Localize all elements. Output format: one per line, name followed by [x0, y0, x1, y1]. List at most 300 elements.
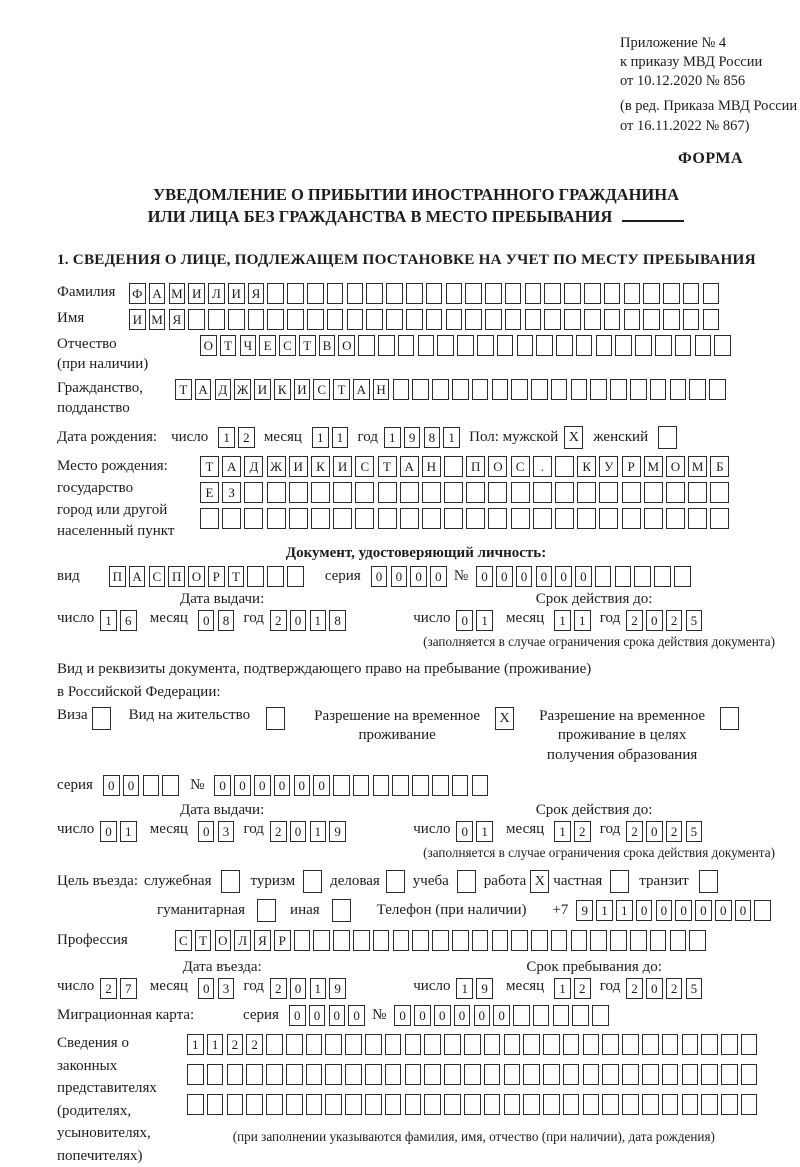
form-cell[interactable] — [378, 508, 397, 529]
form-cell[interactable]: 0 — [290, 821, 307, 842]
stay-expiry-month-cells[interactable] — [554, 821, 594, 842]
form-cell[interactable] — [466, 508, 485, 529]
stay-expiry-day-cells[interactable] — [456, 821, 496, 842]
form-cell[interactable]: 1 — [443, 427, 460, 448]
form-cell[interactable]: Я — [169, 309, 186, 330]
form-cell[interactable] — [464, 1064, 481, 1085]
form-cell[interactable] — [412, 775, 429, 796]
form-cell[interactable] — [400, 508, 419, 529]
form-cell[interactable]: 5 — [686, 978, 703, 999]
representatives-row3[interactable] — [187, 1094, 761, 1115]
form-cell[interactable] — [386, 283, 403, 304]
form-cell[interactable] — [267, 283, 284, 304]
form-cell[interactable] — [365, 1094, 382, 1115]
form-cell[interactable] — [543, 1064, 560, 1085]
form-cell[interactable]: О — [488, 456, 507, 477]
form-cell[interactable] — [504, 1094, 521, 1115]
form-cell[interactable] — [511, 379, 528, 400]
birth-place-row2[interactable] — [200, 482, 733, 503]
form-cell[interactable]: 0 — [675, 900, 692, 921]
form-cell[interactable] — [701, 1064, 718, 1085]
form-cell[interactable] — [406, 309, 423, 330]
form-cell[interactable] — [412, 379, 429, 400]
form-cell[interactable]: 2 — [574, 821, 591, 842]
identity-expiry-month-cells[interactable] — [554, 610, 594, 631]
form-cell[interactable] — [544, 283, 561, 304]
purpose-humanitarian-checkbox[interactable] — [257, 899, 276, 922]
form-cell[interactable] — [682, 1064, 699, 1085]
form-cell[interactable]: 5 — [686, 610, 703, 631]
form-cell[interactable] — [422, 508, 441, 529]
form-cell[interactable]: 1 — [310, 610, 327, 631]
form-cell[interactable] — [615, 566, 632, 587]
form-cell[interactable] — [472, 379, 489, 400]
form-cell[interactable]: 0 — [695, 900, 712, 921]
form-cell[interactable]: С — [149, 566, 166, 587]
form-cell[interactable] — [630, 379, 647, 400]
form-cell[interactable]: М — [688, 456, 707, 477]
form-cell[interactable]: С — [355, 456, 374, 477]
form-cell[interactable] — [583, 1034, 600, 1055]
form-cell[interactable]: 1 — [476, 610, 493, 631]
form-cell[interactable]: К — [311, 456, 330, 477]
form-cell[interactable]: И — [129, 309, 146, 330]
form-cell[interactable]: Я — [248, 283, 265, 304]
migration-series-cells[interactable] — [289, 1005, 368, 1026]
form-cell[interactable]: 0 — [100, 821, 117, 842]
form-cell[interactable]: 1 — [120, 821, 137, 842]
sex-male-checkbox[interactable]: X — [564, 426, 583, 449]
form-cell[interactable] — [492, 930, 509, 951]
form-cell[interactable] — [294, 930, 311, 951]
form-cell[interactable] — [244, 508, 263, 529]
identity-issue-day-cells[interactable] — [100, 610, 140, 631]
form-cell[interactable] — [602, 1064, 619, 1085]
form-cell[interactable]: 0 — [430, 566, 447, 587]
form-cell[interactable]: 1 — [332, 427, 349, 448]
form-cell[interactable] — [227, 1064, 244, 1085]
form-cell[interactable] — [595, 566, 612, 587]
form-cell[interactable] — [517, 335, 534, 356]
form-cell[interactable]: 2 — [227, 1034, 244, 1055]
form-cell[interactable] — [525, 309, 542, 330]
form-cell[interactable]: Р — [274, 930, 291, 951]
form-cell[interactable] — [531, 930, 548, 951]
form-cell[interactable]: 0 — [371, 566, 388, 587]
form-cell[interactable] — [228, 309, 245, 330]
form-cell[interactable] — [333, 775, 350, 796]
identity-doc-series-cells[interactable] — [371, 566, 450, 587]
form-cell[interactable] — [674, 566, 691, 587]
form-cell[interactable] — [675, 335, 692, 356]
form-cell[interactable] — [564, 283, 581, 304]
form-cell[interactable] — [444, 1034, 461, 1055]
form-cell[interactable] — [695, 335, 712, 356]
temp-residence-checkbox[interactable]: X — [495, 707, 514, 730]
form-cell[interactable] — [682, 1034, 699, 1055]
form-cell[interactable]: 1 — [476, 821, 493, 842]
form-cell[interactable]: О — [666, 456, 685, 477]
form-cell[interactable] — [345, 1034, 362, 1055]
form-cell[interactable] — [452, 775, 469, 796]
form-cell[interactable]: Л — [234, 930, 251, 951]
form-cell[interactable] — [477, 335, 494, 356]
form-cell[interactable] — [536, 335, 553, 356]
form-cell[interactable] — [505, 309, 522, 330]
form-cell[interactable]: 0 — [735, 900, 752, 921]
form-cell[interactable]: Т — [299, 335, 316, 356]
form-cell[interactable] — [188, 309, 205, 330]
form-cell[interactable] — [666, 508, 685, 529]
form-cell[interactable] — [405, 1094, 422, 1115]
form-cell[interactable] — [610, 930, 627, 951]
form-cell[interactable]: Т — [175, 379, 192, 400]
form-cell[interactable] — [287, 309, 304, 330]
form-cell[interactable]: 0 — [198, 610, 215, 631]
form-cell[interactable]: О — [338, 335, 355, 356]
form-cell[interactable] — [602, 1034, 619, 1055]
form-cell[interactable]: 2 — [246, 1034, 263, 1055]
form-cell[interactable] — [533, 508, 552, 529]
form-cell[interactable]: Т — [195, 930, 212, 951]
form-cell[interactable] — [405, 1034, 422, 1055]
form-cell[interactable]: 1 — [554, 821, 571, 842]
form-cell[interactable]: 0 — [496, 566, 513, 587]
form-cell[interactable] — [564, 309, 581, 330]
form-cell[interactable] — [563, 1064, 580, 1085]
form-cell[interactable]: 0 — [214, 775, 231, 796]
form-cell[interactable]: Е — [259, 335, 276, 356]
form-cell[interactable]: Е — [200, 482, 219, 503]
form-cell[interactable]: И — [254, 379, 271, 400]
form-cell[interactable] — [385, 1034, 402, 1055]
form-cell[interactable] — [624, 309, 641, 330]
form-cell[interactable] — [386, 309, 403, 330]
form-cell[interactable] — [457, 335, 474, 356]
form-cell[interactable] — [555, 482, 574, 503]
form-cell[interactable] — [353, 775, 370, 796]
form-cell[interactable]: М — [149, 309, 166, 330]
form-cell[interactable] — [583, 1094, 600, 1115]
migration-number-cells[interactable] — [394, 1005, 612, 1026]
form-cell[interactable]: К — [577, 456, 596, 477]
form-cell[interactable]: 2 — [238, 427, 255, 448]
form-cell[interactable] — [683, 283, 700, 304]
form-cell[interactable] — [592, 1005, 609, 1026]
stay-doc-number-cells[interactable] — [214, 775, 491, 796]
form-cell[interactable]: 0 — [289, 1005, 306, 1026]
form-cell[interactable]: 0 — [434, 1005, 451, 1026]
form-cell[interactable] — [365, 1034, 382, 1055]
form-cell[interactable]: 1 — [310, 978, 327, 999]
stay-issue-day-cells[interactable] — [100, 821, 140, 842]
form-cell[interactable] — [424, 1094, 441, 1115]
form-cell[interactable] — [488, 482, 507, 503]
form-cell[interactable] — [511, 930, 528, 951]
form-cell[interactable] — [405, 1064, 422, 1085]
form-cell[interactable] — [511, 508, 530, 529]
form-cell[interactable] — [689, 379, 706, 400]
form-cell[interactable]: 0 — [456, 821, 473, 842]
form-cell[interactable] — [311, 482, 330, 503]
form-cell[interactable] — [497, 335, 514, 356]
form-cell[interactable] — [345, 1094, 362, 1115]
form-cell[interactable]: Т — [228, 566, 245, 587]
form-cell[interactable] — [289, 508, 308, 529]
form-cell[interactable]: 0 — [290, 978, 307, 999]
form-cell[interactable]: 1 — [187, 1034, 204, 1055]
form-cell[interactable]: 0 — [656, 900, 673, 921]
form-cell[interactable] — [555, 456, 574, 477]
form-cell[interactable] — [355, 508, 374, 529]
form-cell[interactable] — [444, 508, 463, 529]
form-cell[interactable] — [642, 1064, 659, 1085]
form-cell[interactable]: 0 — [410, 566, 427, 587]
form-cell[interactable] — [306, 1064, 323, 1085]
form-cell[interactable]: 3 — [218, 821, 235, 842]
form-cell[interactable] — [373, 930, 390, 951]
form-cell[interactable] — [385, 1064, 402, 1085]
entry-day-cells[interactable] — [100, 978, 140, 999]
form-cell[interactable] — [543, 1094, 560, 1115]
form-cell[interactable] — [365, 1064, 382, 1085]
form-cell[interactable] — [444, 1094, 461, 1115]
form-cell[interactable]: 0 — [198, 821, 215, 842]
form-cell[interactable]: Я — [254, 930, 271, 951]
form-cell[interactable] — [398, 335, 415, 356]
form-cell[interactable] — [424, 1034, 441, 1055]
form-cell[interactable] — [689, 930, 706, 951]
form-cell[interactable] — [682, 1094, 699, 1115]
form-cell[interactable]: 0 — [476, 566, 493, 587]
purpose-work-checkbox[interactable]: X — [530, 870, 549, 893]
form-cell[interactable] — [267, 566, 284, 587]
form-cell[interactable] — [622, 1064, 639, 1085]
form-cell[interactable] — [307, 283, 324, 304]
form-cell[interactable] — [642, 1094, 659, 1115]
form-cell[interactable] — [392, 775, 409, 796]
form-cell[interactable] — [143, 775, 160, 796]
form-cell[interactable] — [353, 930, 370, 951]
form-cell[interactable]: 0 — [646, 978, 663, 999]
form-cell[interactable] — [472, 930, 489, 951]
form-cell[interactable] — [246, 1064, 263, 1085]
form-cell[interactable] — [599, 508, 618, 529]
identity-expiry-year-cells[interactable] — [626, 610, 705, 631]
form-cell[interactable] — [644, 482, 663, 503]
form-cell[interactable]: Т — [220, 335, 237, 356]
form-cell[interactable]: 1 — [312, 427, 329, 448]
form-cell[interactable]: 0 — [274, 775, 291, 796]
surname-cells[interactable] — [129, 283, 722, 304]
form-cell[interactable]: А — [222, 456, 241, 477]
representatives-row1[interactable] — [187, 1034, 761, 1055]
form-cell[interactable]: Т — [200, 456, 219, 477]
stay-issue-year-cells[interactable] — [270, 821, 349, 842]
form-cell[interactable]: 1 — [596, 900, 613, 921]
form-cell[interactable]: 5 — [686, 821, 703, 842]
form-cell[interactable] — [426, 309, 443, 330]
form-cell[interactable] — [596, 335, 613, 356]
form-cell[interactable]: 9 — [329, 978, 346, 999]
form-cell[interactable] — [703, 309, 720, 330]
form-cell[interactable]: 9 — [576, 900, 593, 921]
form-cell[interactable]: 9 — [404, 427, 421, 448]
form-cell[interactable] — [378, 482, 397, 503]
form-cell[interactable] — [484, 1034, 501, 1055]
form-cell[interactable] — [247, 566, 264, 587]
form-cell[interactable]: И — [228, 283, 245, 304]
form-cell[interactable] — [313, 930, 330, 951]
form-cell[interactable] — [266, 1064, 283, 1085]
form-cell[interactable] — [642, 1034, 659, 1055]
form-cell[interactable] — [590, 930, 607, 951]
form-cell[interactable] — [444, 456, 463, 477]
form-cell[interactable] — [683, 309, 700, 330]
form-cell[interactable]: Т — [333, 379, 350, 400]
form-cell[interactable]: У — [599, 456, 618, 477]
purpose-other-checkbox[interactable] — [332, 899, 351, 922]
form-cell[interactable] — [741, 1064, 758, 1085]
form-cell[interactable] — [162, 775, 179, 796]
form-cell[interactable] — [333, 482, 352, 503]
form-cell[interactable] — [710, 482, 729, 503]
form-cell[interactable] — [444, 482, 463, 503]
form-cell[interactable] — [670, 930, 687, 951]
form-cell[interactable] — [437, 335, 454, 356]
form-cell[interactable] — [307, 309, 324, 330]
form-cell[interactable] — [555, 508, 574, 529]
form-cell[interactable] — [544, 309, 561, 330]
form-cell[interactable]: М — [169, 283, 186, 304]
form-cell[interactable] — [590, 379, 607, 400]
form-cell[interactable]: 0 — [636, 900, 653, 921]
form-cell[interactable] — [393, 930, 410, 951]
form-cell[interactable]: 0 — [123, 775, 140, 796]
form-cell[interactable] — [662, 1094, 679, 1115]
form-cell[interactable]: 1 — [100, 610, 117, 631]
sex-female-checkbox[interactable] — [658, 426, 677, 449]
form-cell[interactable] — [688, 508, 707, 529]
form-cell[interactable] — [523, 1034, 540, 1055]
identity-issue-year-cells[interactable] — [270, 610, 349, 631]
form-cell[interactable] — [446, 283, 463, 304]
birth-year-cells[interactable] — [384, 427, 463, 448]
form-cell[interactable] — [604, 309, 621, 330]
form-cell[interactable] — [355, 482, 374, 503]
form-cell[interactable]: Н — [373, 379, 390, 400]
identity-doc-number-cells[interactable] — [476, 566, 694, 587]
form-cell[interactable] — [345, 1064, 362, 1085]
form-cell[interactable] — [452, 379, 469, 400]
form-cell[interactable]: И — [294, 379, 311, 400]
purpose-tourism-checkbox[interactable] — [303, 870, 322, 893]
form-cell[interactable]: 1 — [207, 1034, 224, 1055]
form-cell[interactable] — [287, 283, 304, 304]
entry-month-cells[interactable] — [198, 978, 238, 999]
form-cell[interactable] — [289, 482, 308, 503]
form-cell[interactable]: Т — [378, 456, 397, 477]
form-cell[interactable] — [492, 379, 509, 400]
form-cell[interactable]: С — [175, 930, 192, 951]
birth-day-cells[interactable] — [218, 427, 258, 448]
citizenship-cells[interactable] — [175, 379, 729, 400]
form-cell[interactable]: Н — [422, 456, 441, 477]
form-cell[interactable] — [551, 379, 568, 400]
form-cell[interactable]: П — [109, 566, 126, 587]
form-cell[interactable] — [466, 482, 485, 503]
form-cell[interactable] — [504, 1064, 521, 1085]
form-cell[interactable] — [670, 379, 687, 400]
form-cell[interactable] — [741, 1034, 758, 1055]
form-cell[interactable]: 2 — [666, 978, 683, 999]
form-cell[interactable] — [286, 1034, 303, 1055]
form-cell[interactable] — [333, 508, 352, 529]
form-cell[interactable] — [347, 309, 364, 330]
form-cell[interactable] — [424, 1064, 441, 1085]
form-cell[interactable]: 2 — [626, 821, 643, 842]
form-cell[interactable] — [485, 309, 502, 330]
form-cell[interactable] — [701, 1094, 718, 1115]
form-cell[interactable]: 8 — [424, 427, 441, 448]
name-cells[interactable] — [129, 309, 722, 330]
form-cell[interactable] — [572, 1005, 589, 1026]
form-cell[interactable] — [505, 283, 522, 304]
form-cell[interactable]: И — [188, 283, 205, 304]
form-cell[interactable] — [523, 1094, 540, 1115]
form-cell[interactable] — [701, 1034, 718, 1055]
form-cell[interactable]: К — [274, 379, 291, 400]
form-cell[interactable] — [511, 482, 530, 503]
form-cell[interactable] — [267, 508, 286, 529]
form-cell[interactable]: Ф — [129, 283, 146, 304]
form-cell[interactable] — [624, 283, 641, 304]
form-cell[interactable] — [287, 566, 304, 587]
form-cell[interactable] — [523, 1064, 540, 1085]
form-cell[interactable]: 8 — [218, 610, 235, 631]
form-cell[interactable]: 2 — [626, 978, 643, 999]
form-cell[interactable] — [710, 508, 729, 529]
form-cell[interactable] — [327, 309, 344, 330]
form-cell[interactable]: 6 — [120, 610, 137, 631]
identity-issue-month-cells[interactable] — [198, 610, 238, 631]
stay-expiry-year-cells[interactable] — [626, 821, 705, 842]
form-cell[interactable] — [286, 1064, 303, 1085]
form-cell[interactable] — [358, 335, 375, 356]
form-cell[interactable]: . — [533, 456, 552, 477]
form-cell[interactable]: 0 — [474, 1005, 491, 1026]
form-cell[interactable] — [714, 335, 731, 356]
form-cell[interactable] — [378, 335, 395, 356]
stay-until-year-cells[interactable] — [626, 978, 705, 999]
form-cell[interactable]: 0 — [493, 1005, 510, 1026]
form-cell[interactable]: 0 — [715, 900, 732, 921]
form-cell[interactable] — [325, 1034, 342, 1055]
form-cell[interactable]: 0 — [234, 775, 251, 796]
form-cell[interactable] — [267, 309, 284, 330]
form-cell[interactable] — [721, 1064, 738, 1085]
form-cell[interactable]: 0 — [391, 566, 408, 587]
visa-checkbox[interactable] — [92, 707, 111, 730]
form-cell[interactable]: 2 — [574, 978, 591, 999]
form-cell[interactable]: А — [195, 379, 212, 400]
form-cell[interactable]: 0 — [348, 1005, 365, 1026]
form-cell[interactable] — [484, 1094, 501, 1115]
stay-issue-month-cells[interactable] — [198, 821, 238, 842]
form-cell[interactable] — [666, 482, 685, 503]
form-cell[interactable] — [484, 1064, 501, 1085]
form-cell[interactable] — [347, 283, 364, 304]
